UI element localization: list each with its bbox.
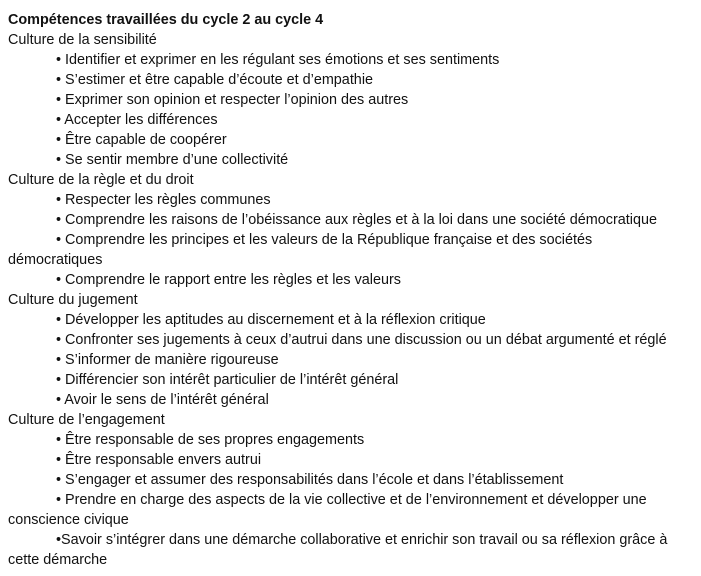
list-item: • Comprendre le rapport entre les règles et les valeurs	[56, 272, 401, 288]
section-regle-droit	[8, 170, 696, 290]
item-list	[8, 50, 696, 170]
list-item: • Comprendre les principes et les valeurs de la République française et des sociétés	[56, 232, 593, 248]
list-item: • S’engager et assumer des responsabilités dans l’école et dans l’établissement	[56, 472, 564, 488]
list-item-continuation: démocratiques	[8, 252, 103, 268]
list-item: • Confronter ses jugements à ceux d’autrui dans une discussion ou un débat argumenté et réglé	[56, 332, 667, 348]
document	[8, 10, 696, 570]
list-item: • Développer les aptitudes au discernement et à la réflexion critique	[56, 312, 486, 328]
list-item: • Être capable de coopérer	[56, 132, 227, 148]
section-heading: Culture de la règle et du droit	[8, 172, 194, 188]
section-heading: Culture de la sensibilité	[8, 32, 157, 48]
list-item: • Différencier son intérêt particulier de l’intérêt général	[56, 372, 399, 388]
list-item: • Identifier et exprimer en les régulant ses émotions et ses sentiments	[56, 52, 500, 68]
list-item: • Comprendre les raisons de l’obéissance aux règles et à la loi dans une société démocratique	[56, 212, 657, 228]
section-heading: Culture de l’engagement	[8, 412, 165, 428]
list-item: • S’estimer et être capable d’écoute et d’empathie	[56, 72, 374, 88]
list-item: • Être responsable de ses propres engagements	[56, 432, 365, 448]
section-jugement	[8, 290, 696, 410]
list-item-continuation: conscience civique	[8, 512, 129, 528]
document-title: Compétences travaillées du cycle 2 au cycle 4	[8, 12, 324, 28]
item-list	[8, 190, 696, 290]
section-sensibilite	[8, 30, 696, 170]
list-item: • S’informer de manière rigoureuse	[56, 352, 279, 368]
list-item-continuation: cette démarche	[8, 552, 108, 568]
list-item: • Être responsable envers autrui	[56, 452, 262, 468]
list-item: •Savoir s’intégrer dans une démarche collaborative et enrichir son travail ou sa réflexion grâce à	[56, 532, 668, 548]
item-list	[8, 310, 696, 410]
section-heading: Culture du jugement	[8, 292, 138, 308]
list-item: • Accepter les différences	[56, 112, 218, 128]
list-item: • Se sentir membre d’une collectivité	[56, 152, 289, 168]
list-item: • Avoir le sens de l’intérêt général	[56, 392, 269, 408]
list-item: • Respecter les règles communes	[56, 192, 271, 208]
list-item: • Prendre en charge des aspects de la vie collective et de l’environnement et développer une	[56, 492, 647, 508]
item-list	[8, 430, 696, 570]
list-item: • Exprimer son opinion et respecter l’opinion des autres	[56, 92, 409, 108]
section-engagement	[8, 410, 696, 570]
